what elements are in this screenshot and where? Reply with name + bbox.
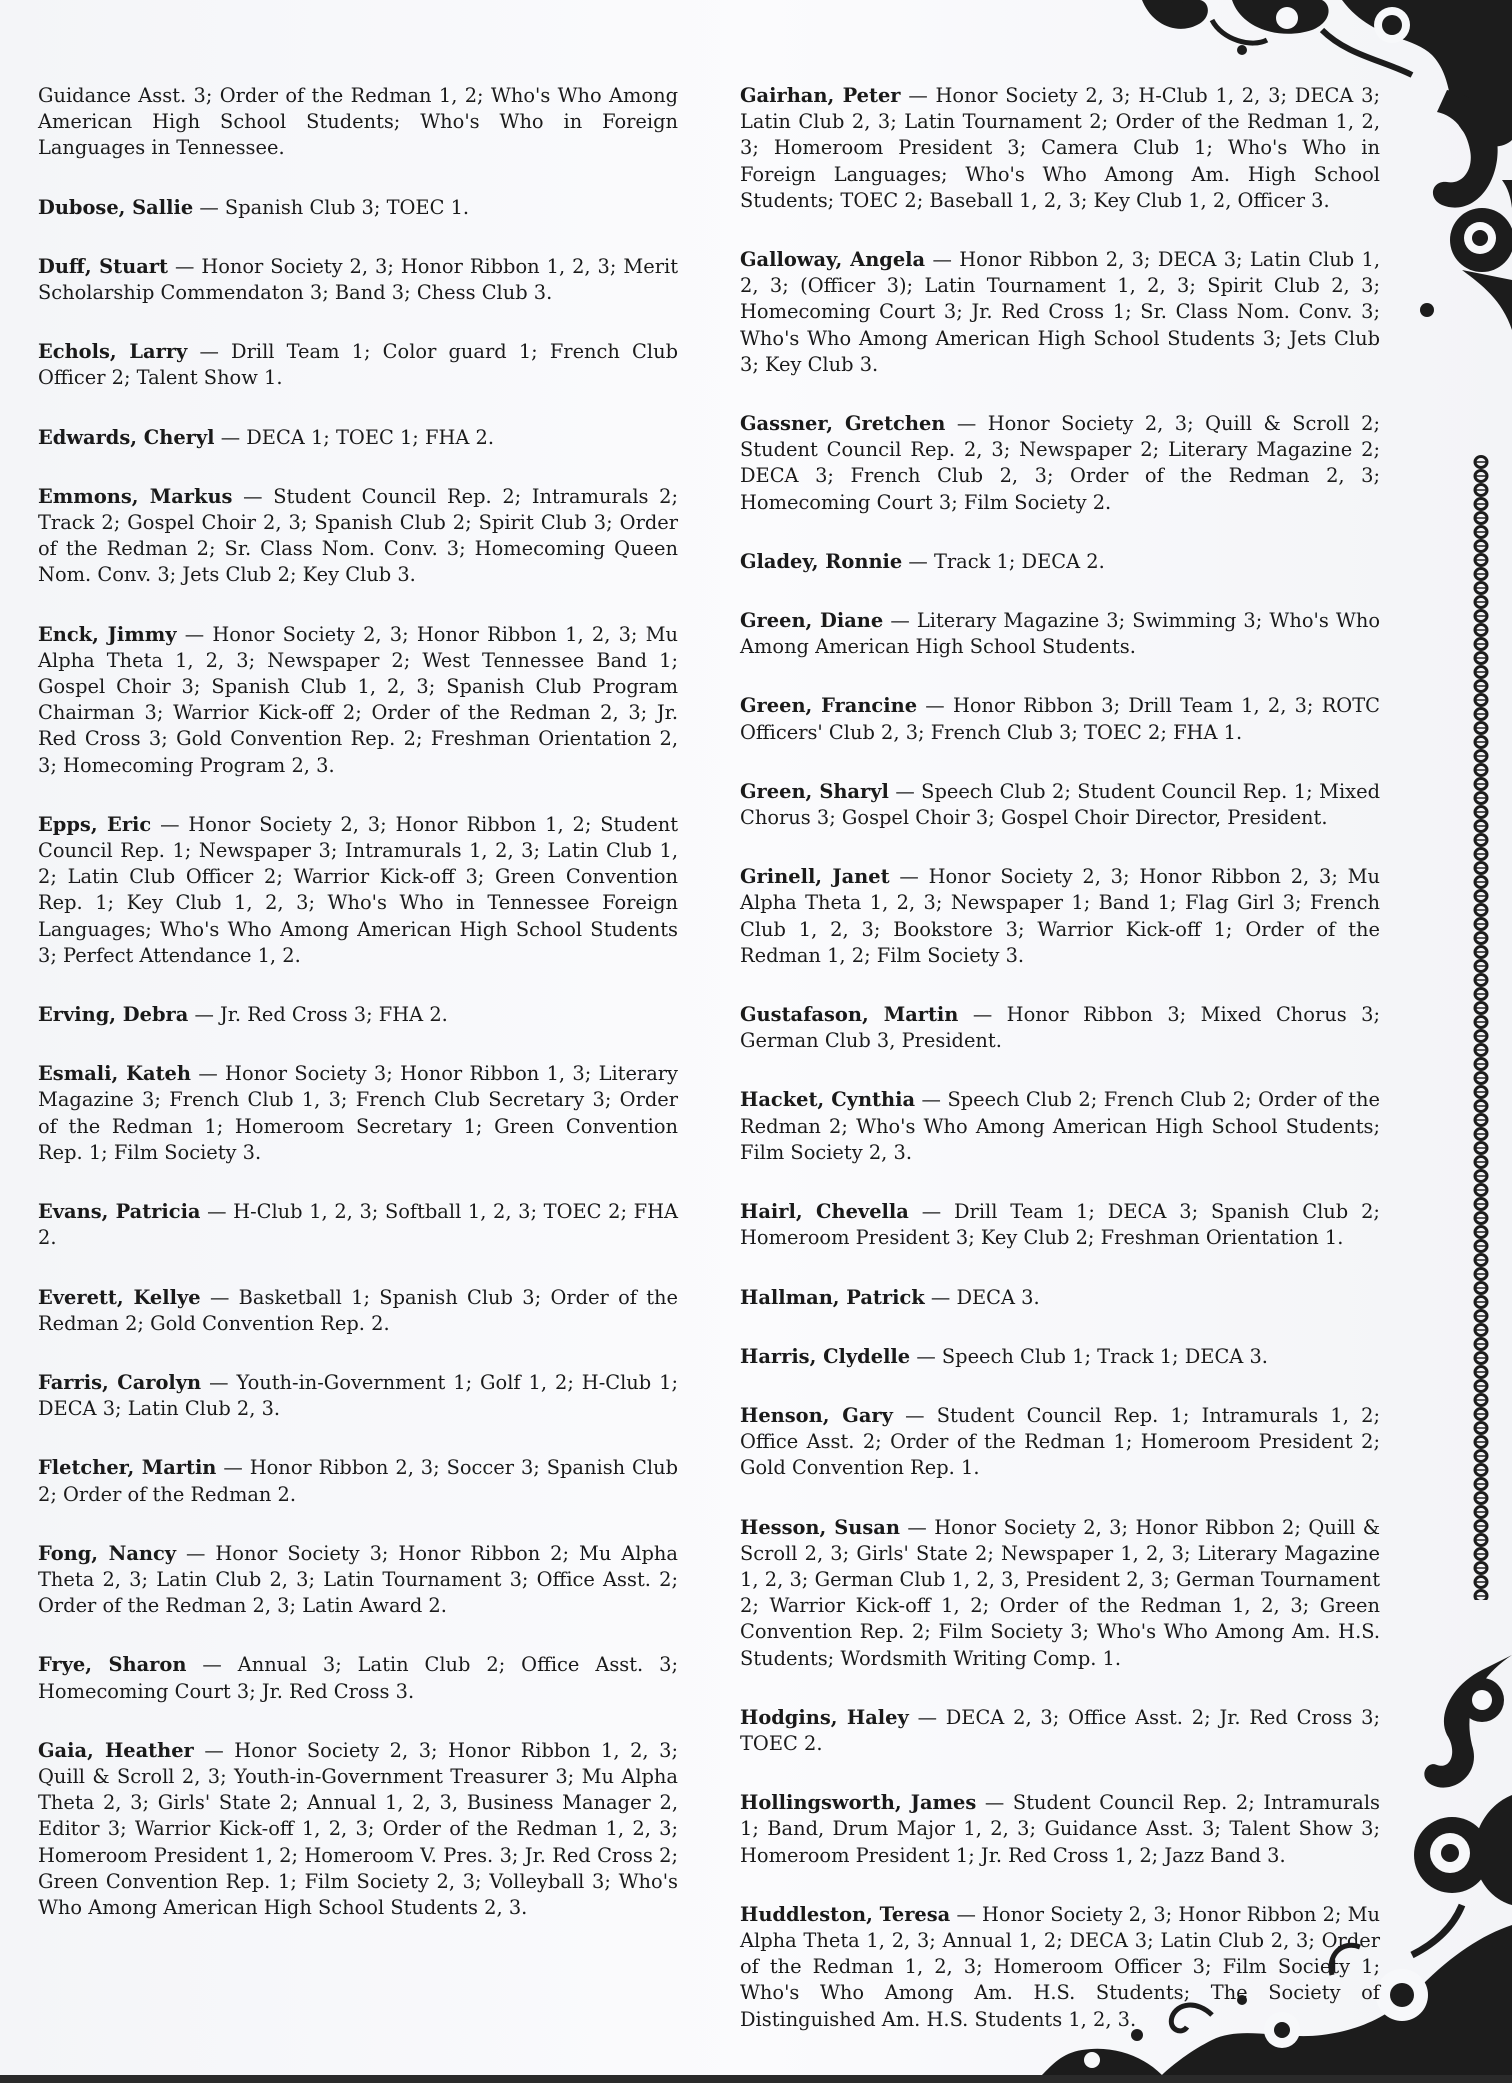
student-name: Galloway, Angela bbox=[740, 248, 926, 272]
student-activities: DECA 3. bbox=[956, 1285, 1040, 1309]
student-name: Gassner, Gretchen bbox=[740, 412, 946, 436]
student-entry bbox=[38, 812, 678, 969]
student-entry bbox=[38, 1285, 678, 1337]
student-name: Gustafason, Martin bbox=[740, 1003, 959, 1027]
student-entry bbox=[740, 693, 1380, 745]
student-entry bbox=[740, 1199, 1380, 1251]
student-entry bbox=[740, 1285, 1380, 1311]
student-name: Emmons, Markus bbox=[38, 484, 233, 508]
name-separator: — bbox=[916, 1344, 936, 1368]
student-name: Gladey, Ronnie bbox=[740, 549, 903, 573]
student-entry bbox=[38, 1652, 678, 1704]
student-activities: Honor Society 2, 3; H-Club 1, 2, 3; DECA 3; Latin Club 2, 3; Latin Tournament 2; Order of the Redman 1, 2, 3; Homeroom President 3; Camera Club 1; Who's Who in Foreign Languages; Who's Who Among Am. High School Students; TOEC 2; Baseball 1, 2, 3; Key Club 1, 2, Officer 3. bbox=[740, 84, 1380, 212]
name-separator: — bbox=[956, 412, 977, 436]
student-activities: H-Club 1, 2, 3; Softball 1, 2, 3; TOEC 2; FHA 2. bbox=[38, 1200, 678, 1250]
student-name: Enck, Jimmy bbox=[38, 622, 177, 646]
name-separator: — bbox=[207, 1200, 227, 1224]
student-activities: Drill Team 1; Color guard 1; French Club Officer 2; Talent Show 1. bbox=[38, 340, 678, 390]
student-name: Frye, Sharon bbox=[38, 1653, 187, 1677]
student-entry bbox=[740, 864, 1380, 969]
student-activities: Speech Club 1; Track 1; DECA 3. bbox=[941, 1344, 1268, 1368]
name-separator: — bbox=[917, 1705, 937, 1729]
name-separator: — bbox=[921, 1200, 942, 1224]
student-activities: Honor Ribbon 2, 3; Soccer 3; Spanish Club 2; Order of the Redman 2. bbox=[38, 1456, 678, 1506]
student-activities: Honor Society 2, 3; Quill & Scroll 2; Student Council Rep. 2, 3; Newspaper 2; Literary Magazine 2; DECA 3; French Club 2, 3; Order of the Redman 2, 3; Homecoming Court 3; Film Society 2. bbox=[740, 412, 1381, 514]
student-activities: Guidance Asst. 3; Order of the Redman 1, 2; Who's Who Among American High School Students; Who's Who in Foreign Languages in Tennessee. bbox=[38, 84, 678, 160]
student-activities: Basketball 1; Spanish Club 3; Order of the Redman 2; Gold Convention Rep. 2. bbox=[38, 1285, 679, 1335]
student-activities: Honor Society 2, 3; Honor Ribbon 2; Quill & Scroll 2, 3; Girls' State 2; Newspaper 1, 2, 3; Literary Magazine 1, 2, 3; German Club 1, 2, 3, President 2, 3; German Tournament 2; Warrior Kick-off 1, 2; Order of the Redman 1, 2, 3; Green Convention Rep. 2; Film Society 3; Who's Who Among Am. H.S. Students; Wordsmith Writing Comp. 1. bbox=[740, 1515, 1380, 1670]
name-separator: — bbox=[895, 779, 915, 803]
student-name: Harris, Clydelle bbox=[740, 1344, 911, 1368]
student-name: Dubose, Sallie bbox=[38, 195, 194, 219]
student-activities: Spanish Club 3; TOEC 1. bbox=[224, 195, 470, 219]
name-separator: — bbox=[174, 254, 195, 278]
student-name: Evans, Patricia bbox=[38, 1200, 201, 1224]
student-entry bbox=[740, 608, 1380, 660]
student-activities: Honor Ribbon 3; Drill Team 1, 2, 3; ROTC Officers' Club 2, 3; French Club 3; TOEC 2; FHA 1. bbox=[740, 694, 1380, 744]
name-separator: — bbox=[198, 1062, 218, 1086]
student-entry bbox=[38, 1061, 678, 1166]
name-separator: — bbox=[930, 1285, 951, 1309]
student-activities: Student Council Rep. 2; Intramurals 2; Track 2; Gospel Choir 2, 3; Spanish Club 2; Spirit Club 3; Order of the Redman 2; Sr. Class Nom. Conv. 3; Homecoming Queen Nom. Conv. 3; Jets Club 2; Key Club 3. bbox=[38, 484, 679, 587]
student-activities: Speech Club 2; French Club 2; Order of the Redman 2; Who's Who Among American High School Students; Film Society 2, 3. bbox=[740, 1088, 1380, 1164]
name-separator: — bbox=[921, 1088, 941, 1112]
name-separator: — bbox=[907, 1515, 927, 1539]
student-name: Green, Diane bbox=[740, 609, 884, 633]
student-activities: Honor Society 3; Honor Ribbon 1, 3; Literary Magazine 3; French Club 1, 3; French Club Secretary 3; Order of the Redman 1; Homeroom Secretary 1; Green Convention Rep. 1; Film Society 3. bbox=[38, 1062, 678, 1164]
chain-border-icon bbox=[1471, 455, 1491, 1600]
student-entry bbox=[38, 1455, 678, 1507]
student-entry bbox=[740, 1344, 1380, 1370]
student-name: Everett, Kellye bbox=[38, 1285, 201, 1309]
name-separator: — bbox=[209, 1370, 229, 1394]
student-name: Farris, Carolyn bbox=[38, 1370, 202, 1394]
student-activities: Drill Team 1; DECA 3; Spanish Club 2; Homeroom President 3; Key Club 2; Freshman Orientation 1. bbox=[740, 1200, 1380, 1250]
student-name: Esmali, Kateh bbox=[38, 1062, 191, 1086]
student-activities: Honor Society 2, 3; Honor Ribbon 1, 2, 3; Merit Scholarship Commendaton 3; Band 3; Chess Club 3. bbox=[38, 254, 678, 305]
name-separator: — bbox=[223, 1456, 243, 1480]
student-entry bbox=[740, 1705, 1380, 1757]
student-activities: Annual 3; Latin Club 2; Office Asst. 3; Homecoming Court 3; Jr. Red Cross 3. bbox=[38, 1653, 678, 1703]
student-activities: DECA 1; TOEC 1; FHA 2. bbox=[246, 425, 495, 449]
name-separator: — bbox=[908, 549, 928, 573]
name-separator: — bbox=[905, 1403, 925, 1427]
name-separator: — bbox=[984, 1791, 1005, 1815]
student-activities: Honor Society 2, 3; Honor Ribbon 1, 2; Student Council Rep. 1; Newspaper 3; Intramurals 1, 2, 3; Latin Club 1, 2; Latin Club Officer 2; Warrior Kick-off 3; Green Convention Rep. 1; Key Club 1, 2, 3; Who's Who in Tennessee Foreign Languages; Who's Who Among American High School Students 3; Perfect Attendance 1, 2. bbox=[38, 812, 678, 967]
name-separator: — bbox=[194, 1003, 214, 1027]
name-separator: — bbox=[925, 694, 945, 718]
right-column bbox=[740, 83, 1380, 2066]
left-column bbox=[38, 83, 678, 1954]
student-activities: DECA 2, 3; Office Asst. 2; Jr. Red Cross 3; TOEC 2. bbox=[740, 1705, 1380, 1755]
student-name: Fong, Nancy bbox=[38, 1541, 177, 1565]
student-entry bbox=[740, 1790, 1380, 1869]
student-activities: Honor Society 2, 3; Honor Ribbon 2; Mu Alpha Theta 1, 2, 3; Annual 1, 2; DECA 3; Latin Club 2, 3; Order of the Redman 1, 2, 3; Homeroom Officer 3; Film Society 1; Who's Who Among Am. H.S. Students; The Society of Distinguished Am. H.S. Students 1, 2, 3. bbox=[740, 1902, 1380, 2031]
student-name: Erving, Debra bbox=[38, 1003, 189, 1027]
name-separator: — bbox=[184, 622, 205, 646]
name-separator: — bbox=[972, 1003, 993, 1027]
student-name: Hallman, Patrick bbox=[740, 1285, 925, 1309]
name-separator: — bbox=[186, 1541, 206, 1565]
name-separator: — bbox=[199, 195, 219, 219]
student-entry bbox=[740, 411, 1380, 516]
student-activities: Honor Society 2, 3; Honor Ribbon 1, 2, 3; Mu Alpha Theta 1, 2, 3; Newspaper 2; West Tennessee Band 1; Gospel Choir 3; Spanish Club 1, 2, 3; Spanish Club Program Chairman 3; Warrior Kick-off 2; Order of the Redman 2, 3; Jr. Red Cross 3; Gold Convention Rep. 2; Freshman Orientation 2, 3; Homecoming Program 2, 3. bbox=[38, 622, 679, 777]
student-entry bbox=[38, 425, 678, 451]
student-entry bbox=[38, 1002, 678, 1028]
bottom-rule bbox=[0, 2075, 1512, 2083]
student-entry bbox=[38, 622, 678, 779]
student-entry bbox=[38, 484, 678, 589]
student-entry bbox=[38, 83, 678, 162]
student-entry bbox=[740, 779, 1380, 831]
student-name: Grinell, Janet bbox=[740, 865, 890, 889]
student-activities: Track 1; DECA 2. bbox=[933, 549, 1105, 573]
student-entry bbox=[740, 1902, 1380, 2033]
student-name: Hollingsworth, James bbox=[740, 1791, 977, 1815]
student-activities: Student Council Rep. 1; Intramurals 1, 2; Office Asst. 2; Order of the Redman 1; Homeroom President 2; Gold Convention Rep. 1. bbox=[740, 1403, 1380, 1480]
student-name: Gaia, Heather bbox=[38, 1738, 194, 1762]
student-activities: Literary Magazine 3; Swimming 3; Who's Who Among American High School Students. bbox=[740, 609, 1380, 659]
name-separator: — bbox=[908, 84, 928, 107]
student-activities: Honor Society 2, 3; Honor Ribbon 2, 3; Mu Alpha Theta 1, 2, 3; Newspaper 1; Band 1; Flag Girl 3; French Club 1, 2, 3; Bookstore 3; Warrior Kick-off 1; Order of the Redman 1, 2; Film Society 3. bbox=[740, 865, 1380, 967]
student-entry bbox=[38, 1199, 678, 1251]
student-entry bbox=[38, 195, 678, 221]
student-activities: Honor Ribbon 3; Mixed Chorus 3; German Club 3, President. bbox=[740, 1003, 1380, 1053]
student-activities: Youth-in-Government 1; Golf 1, 2; H-Club 1; DECA 3; Latin Club 2, 3. bbox=[38, 1370, 679, 1421]
student-entry bbox=[38, 1541, 678, 1620]
student-name: Green, Francine bbox=[740, 694, 918, 718]
student-entry bbox=[740, 1087, 1380, 1166]
name-separator: — bbox=[209, 1285, 230, 1309]
name-separator: — bbox=[202, 1653, 222, 1677]
student-name: Edwards, Cheryl bbox=[38, 425, 215, 449]
name-separator: — bbox=[199, 340, 219, 364]
student-name: Epps, Eric bbox=[38, 812, 152, 836]
student-name: Hacket, Cynthia bbox=[740, 1088, 916, 1112]
student-activities: Honor Ribbon 2, 3; DECA 3; Latin Club 1, 2, 3; (Officer 3); Latin Tournament 1, 2, 3; Spirit Club 2, 3; Homecoming Court 3; Jr. Red Cross 1; Sr. Class Nom. Conv. 3; Who's Who Among American High School Students 3; Jets Club 3; Key Club 3. bbox=[740, 248, 1380, 376]
name-separator: — bbox=[160, 812, 180, 836]
student-activities: Student Council Rep. 2; Intramurals 1; Band, Drum Major 1, 2, 3; Guidance Asst. 3; Talent Show 3; Homeroom President 1; Jr. Red Cross 1, 2; Jazz Band 3. bbox=[740, 1791, 1380, 1867]
student-entry bbox=[740, 1403, 1380, 1482]
student-entry bbox=[740, 549, 1380, 575]
name-separator: — bbox=[220, 425, 241, 449]
student-name: Gairhan, Peter bbox=[740, 84, 901, 107]
name-separator: — bbox=[932, 248, 952, 272]
name-separator: — bbox=[899, 865, 919, 889]
student-name: Echols, Larry bbox=[38, 340, 188, 364]
name-separator: — bbox=[956, 1902, 976, 1926]
name-separator: — bbox=[890, 609, 910, 633]
student-activities: Honor Society 3; Honor Ribbon 2; Mu Alpha Theta 2, 3; Latin Club 2, 3; Latin Tournament 3; Office Asst. 2; Order of the Redman 2, 3; Latin Award 2. bbox=[38, 1541, 678, 1618]
student-entry bbox=[740, 1002, 1380, 1054]
name-separator: — bbox=[204, 1738, 224, 1762]
student-activities: Speech Club 2; Student Council Rep. 1; Mixed Chorus 3; Gospel Choir 3; Gospel Choir Director, President. bbox=[740, 779, 1380, 830]
student-name: Duff, Stuart bbox=[38, 254, 168, 278]
student-name: Fletcher, Martin bbox=[38, 1456, 217, 1480]
student-entry bbox=[38, 254, 678, 306]
student-activities: Jr. Red Cross 3; FHA 2. bbox=[220, 1003, 448, 1027]
student-entry bbox=[38, 339, 678, 391]
student-entry bbox=[740, 83, 1380, 214]
student-name: Hesson, Susan bbox=[740, 1515, 900, 1539]
student-entry bbox=[38, 1738, 678, 1921]
student-activities: Honor Society 2, 3; Honor Ribbon 1, 2, 3; Quill & Scroll 2, 3; Youth-in-Government Treasurer 3; Mu Alpha Theta 2, 3; Girls' State 2; Annual 1, 2, 3, Business Manager 2, Editor 3; Warrior Kick-off 1, 2, 3; Order of the Redman 1, 2, 3; Homeroom President 1, 2; Homeroom V. Pres. 3; Jr. Red Cross 2; Green Convention Rep. 1; Film Society 2, 3; Volleyball 3; Who's Who Among American High School Students 2, 3. bbox=[38, 1738, 679, 1919]
student-entry bbox=[38, 1370, 678, 1422]
student-name: Hodgins, Haley bbox=[740, 1705, 909, 1729]
student-name: Green, Sharyl bbox=[740, 779, 889, 803]
student-entry bbox=[740, 247, 1380, 378]
student-entry bbox=[740, 1515, 1380, 1672]
student-name: Hairl, Chevella bbox=[740, 1200, 909, 1224]
name-separator: — bbox=[243, 484, 263, 508]
student-name: Huddleston, Teresa bbox=[740, 1902, 951, 1926]
student-name: Henson, Gary bbox=[740, 1403, 893, 1427]
